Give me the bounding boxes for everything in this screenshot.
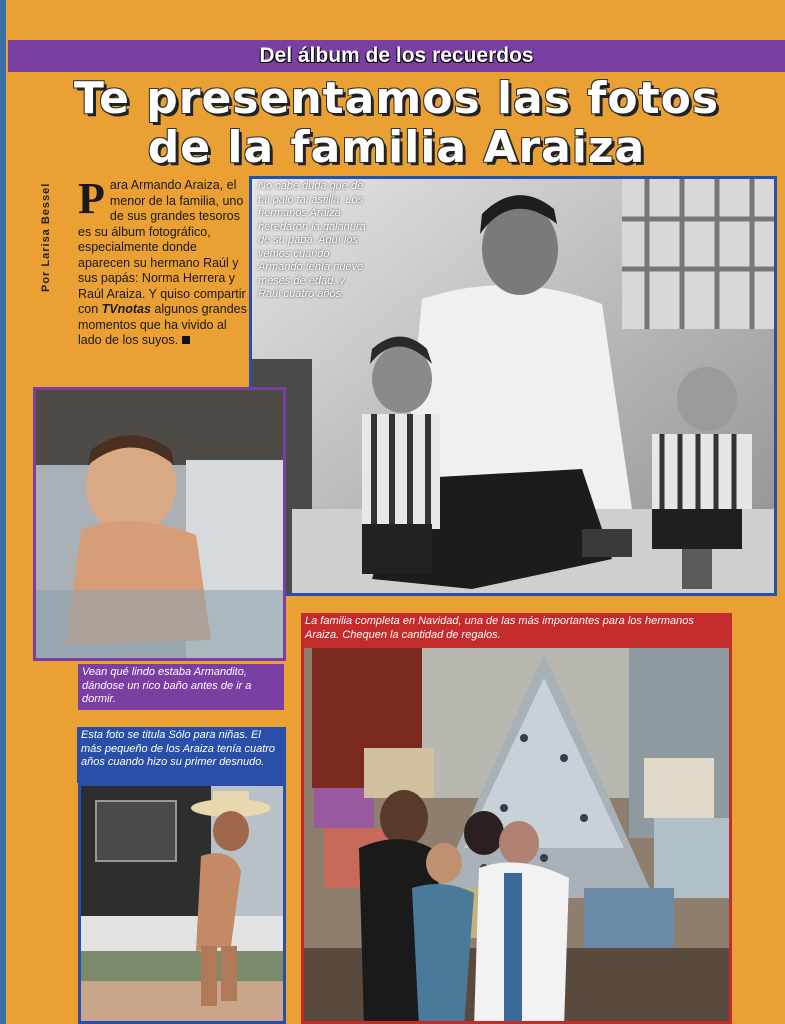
boy-hat-image: [81, 786, 283, 1024]
drop-cap: P: [78, 174, 105, 223]
page-spine: [0, 0, 6, 1024]
caption-boy: Esta foto se titula Sólo para niñas. El más pequeño de los Araiza tenía cuatro años cuando hizo su primer desnudo.: [77, 727, 286, 783]
byline: Por Larisa Bessel: [40, 182, 52, 292]
intro-body: ara Armando Araiza, el menor de la familia, uno de sus grandes tesoros es su álbum fotográfico, especialmente donde aparecen su hermano Raúl y sus papás: Norma Herrera y Raúl Araiza. Y quiso compartir con: [78, 178, 246, 316]
headline-line-1: Te presentamos las fotos: [73, 73, 720, 124]
photo-christmas: [301, 645, 732, 1024]
end-mark-icon: [182, 336, 190, 344]
intro-text: [78, 174, 250, 349]
photo-boy-hat: [78, 783, 286, 1024]
brand-name: TVnotas: [101, 302, 151, 316]
bath-image: [36, 390, 283, 658]
intro-end: algunos grandes momentos que ha vivido al lado de los suyos.: [78, 302, 247, 347]
caption-christmas: La familia completa en Navidad, una de las más importantes para los hermanos Araiza. Chequen la cantidad de regalos.: [301, 613, 732, 647]
christmas-image: [304, 648, 729, 1024]
section-band: [8, 40, 785, 72]
section-title: Del álbum de los recuerdos: [259, 44, 534, 67]
headline: [8, 74, 785, 172]
caption-father-and-sons: No cabe duda que de tal palo tal astilla. Los hermanos Araiza heredaron la galanura de su papá. Aquí los vemos cuando Armando tenía nueve meses de edad, y Raúl cuatro años.: [258, 180, 366, 300]
headline-line-2: de la familia Araiza: [147, 122, 646, 173]
caption-bath: Vean qué lindo estaba Armandito, dándose un rico baño antes de ir a dormir.: [78, 664, 284, 710]
photo-bath: [33, 387, 286, 661]
